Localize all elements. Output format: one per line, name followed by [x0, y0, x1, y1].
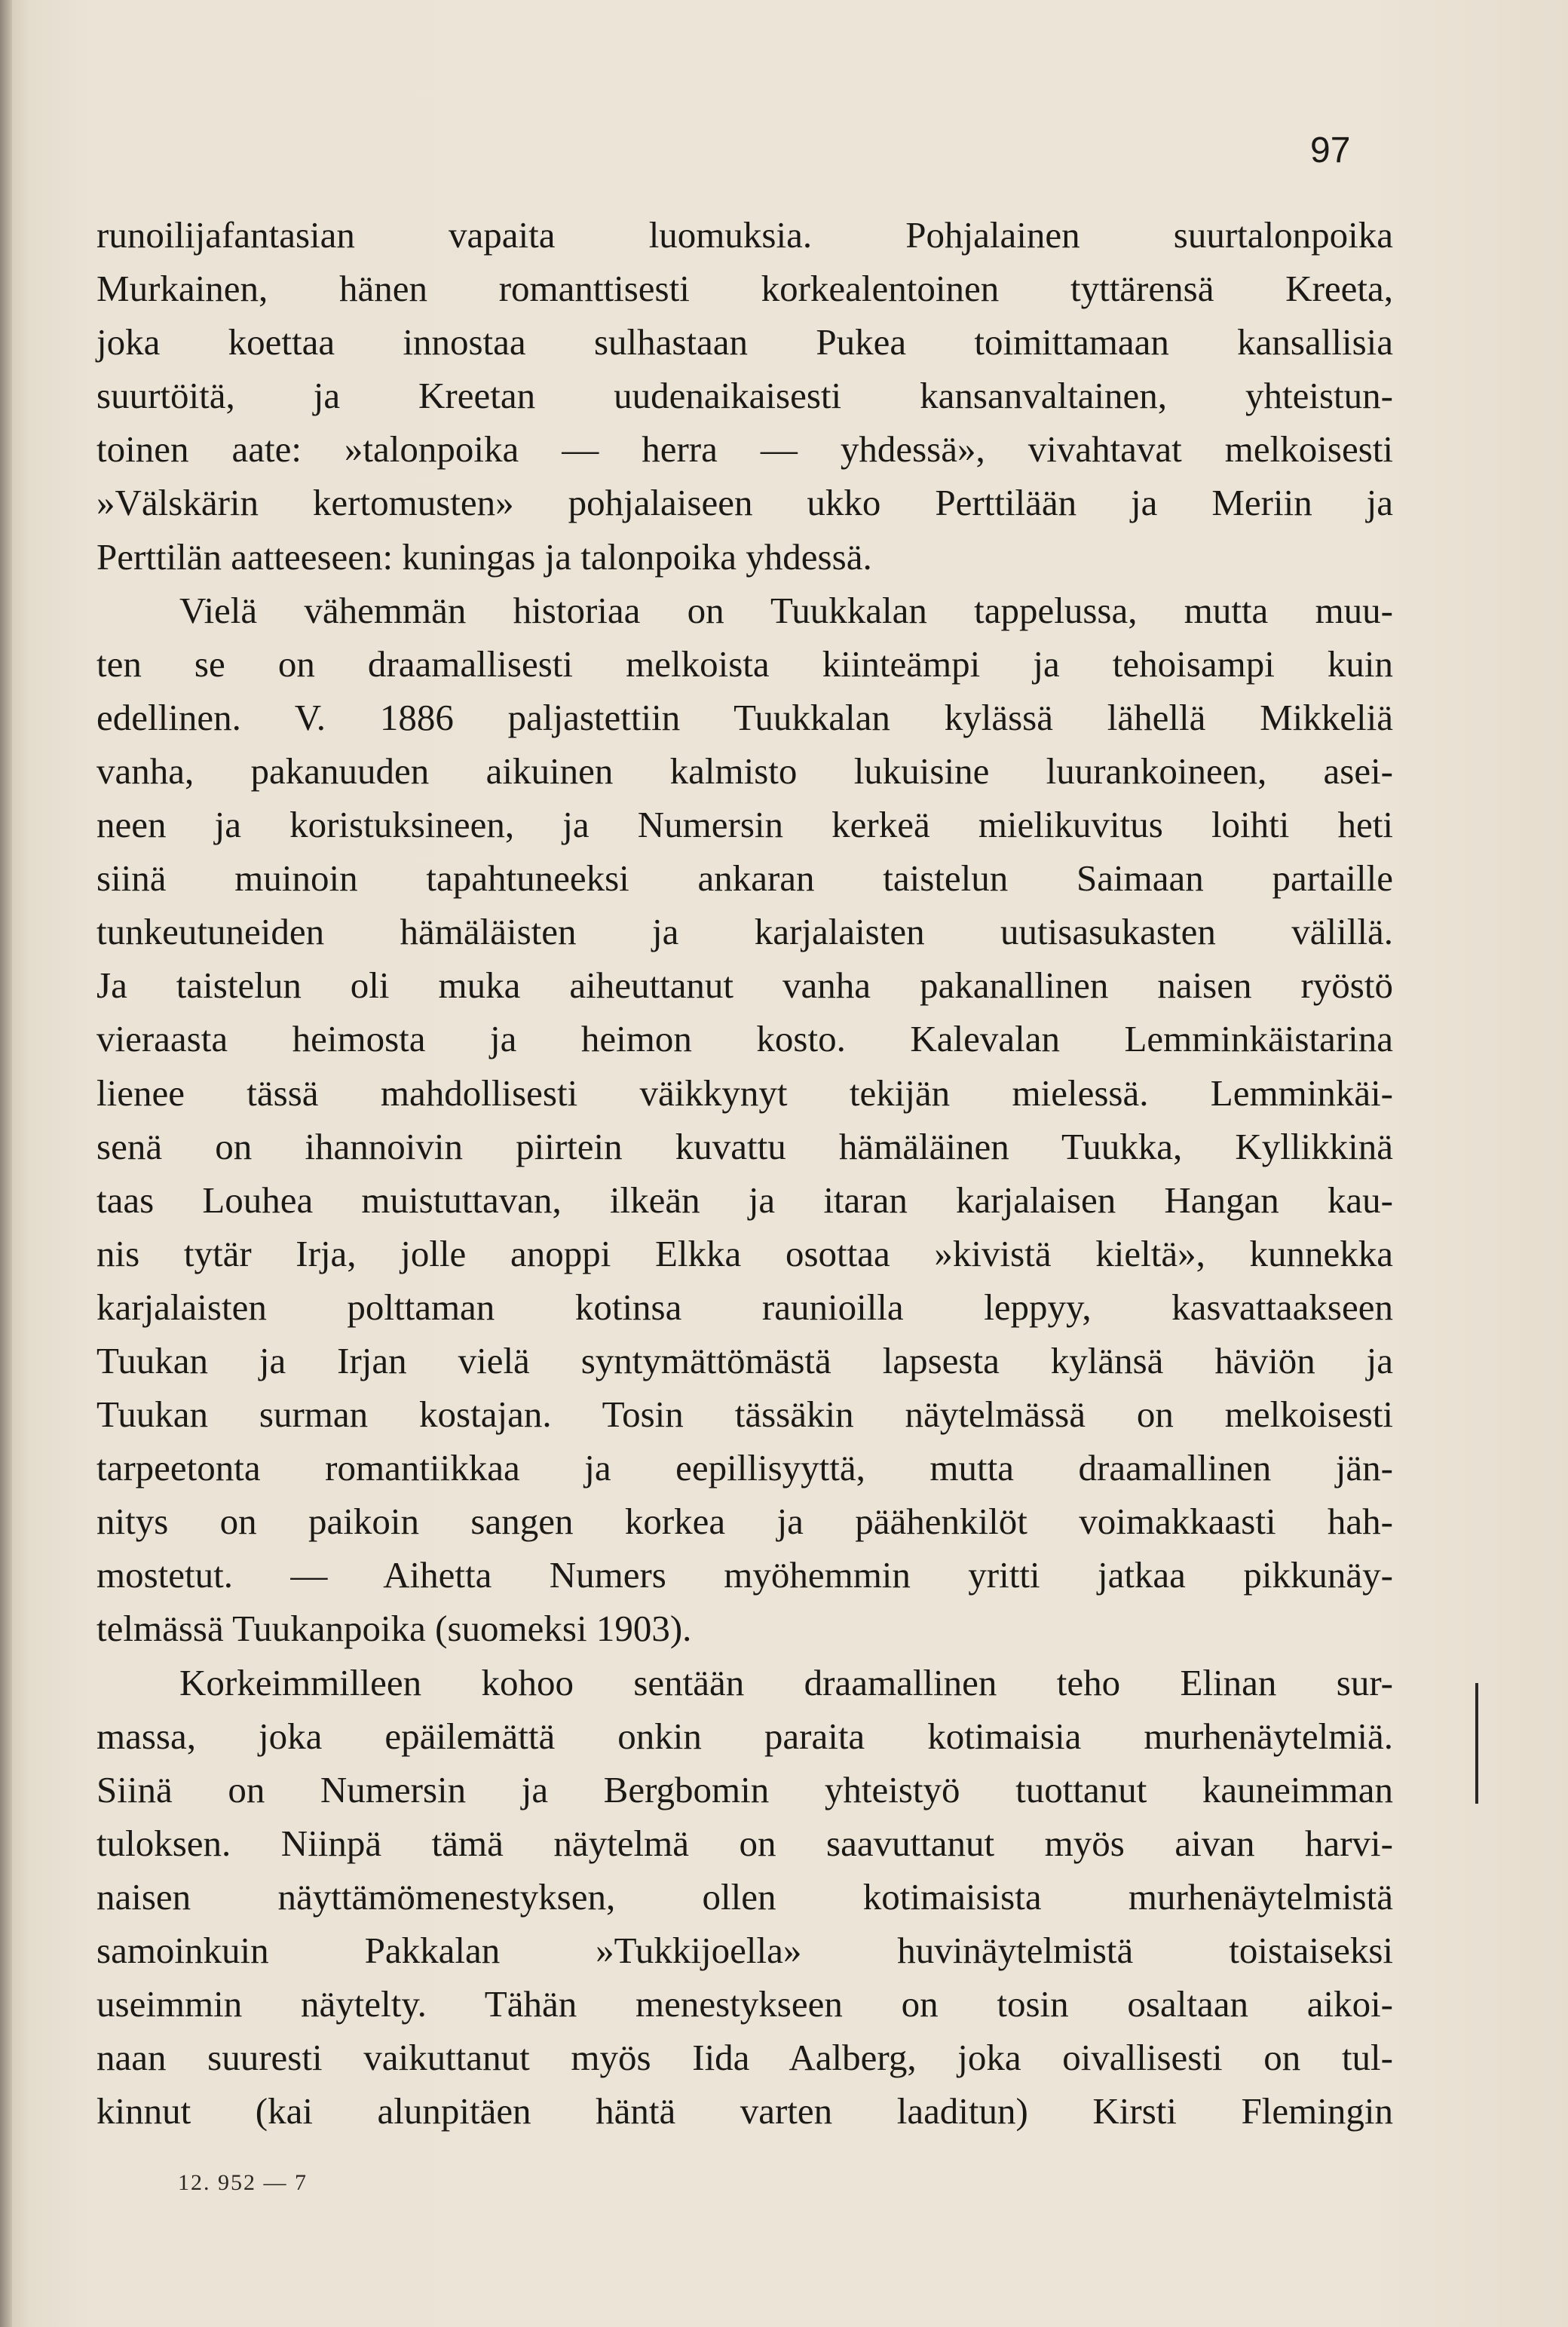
text-line: Perttilän aatteeseen: kuningas ja talonpoika yhdessä. — [96, 535, 872, 578]
text-line: »Välskärin kertomusten» pohjalaiseen ukko Perttilään ja Meriin ja — [96, 482, 1393, 524]
text-line: suurtöitä, ja Kreetan uudenaikaisesti kansanvaltainen, yhteistun- — [96, 375, 1393, 417]
text-line: vieraasta heimosta ja heimon kosto. Kalevalan Lemminkäistarina — [96, 1018, 1393, 1060]
text-line: senä on ihannoivin piirtein kuvattu hämäläinen Tuukka, Kyllikkinä — [96, 1125, 1393, 1167]
body-text — [96, 208, 1393, 2138]
page-number: 97 — [1310, 130, 1351, 170]
text-line: karjalaisten polttaman kotinsa raunioilla leppyy, kasvattaakseen — [96, 1286, 1393, 1328]
margin-pencil-mark — [1475, 1683, 1478, 1804]
text-line: Korkeimmilleen kohoo sentään draamallinen teho Elinan sur- — [179, 1661, 1393, 1703]
text-line: Ja taistelun oli muka aiheuttanut vanha pakanallinen naisen ryöstö — [96, 964, 1393, 1007]
printer-signature: 12. 952 — 7 — [178, 2170, 308, 2195]
text-line: mostetut. — Aihetta Numers myöhemmin yritti jatkaa pikkunäy- — [96, 1554, 1393, 1596]
text-line: runoilijafantasian vapaita luomuksia. Pohjalainen suurtalonpoika — [96, 214, 1393, 256]
text-line: Tuukan ja Irjan vielä syntymättömästä lapsesta kylänsä häviön ja — [96, 1339, 1393, 1381]
text-line: Tuukan surman kostajan. Tosin tässäkin näytelmässä on melkoisesti — [96, 1393, 1393, 1436]
text-line: telmässä Tuukanpoika (suomeksi 1903). — [96, 1608, 692, 1650]
text-line: toinen aate: »talonpoika — herra — yhdessä», vivahtavat melkoisesti — [96, 428, 1393, 471]
text-line: nitys on paikoin sangen korkea ja päähenkilöt voimakkaasti hah- — [96, 1501, 1393, 1543]
text-line: samoinkuin Pakkalan »Tukkijoella» huvinäytelmistä toistaiseksi — [96, 1930, 1393, 1971]
text-line: kinnut (kai alunpitäen häntä varten laaditun) Kirsti Flemingin — [96, 2090, 1393, 2132]
text-line: useimmin näytelty. Tähän menestykseen on tosin osaltaan aikoi- — [96, 1983, 1393, 2025]
text-line: nis tytär Irja, jolle anoppi Elkka osottaa »kivistä kieltä», kunnekka — [96, 1232, 1393, 1274]
text-line: massa, joka epäilemättä onkin paraita kotimaisia murhenäytelmiä. — [96, 1715, 1393, 1757]
text-line: tuloksen. Niinpä tämä näytelmä on saavuttanut myös aivan harvi- — [96, 1822, 1393, 1864]
text-line: Vielä vähemmän historiaa on Tuukkalan tappelussa, mutta muu- — [179, 589, 1393, 631]
text-line: taas Louhea muistuttavan, ilkeän ja itaran karjalaisen Hangan kau- — [96, 1179, 1393, 1221]
text-line: naisen näyttämömenestyksen, ollen kotimaisista murhenäytelmistä — [96, 1875, 1393, 1918]
text-line: Murkainen, hänen romanttisesti korkealentoinen tyttärensä Kreeta, — [96, 268, 1393, 310]
text-line: vanha, pakanuuden aikuinen kalmisto lukuisine luurankoineen, asei- — [96, 750, 1393, 792]
text-line: lienee tässä mahdollisesti väikkynyt tekijän mielessä. Lemminkäi- — [96, 1072, 1393, 1114]
text-line: tarpeetonta romantiikkaa ja eepillisyyttä, mutta draamallinen jän- — [96, 1447, 1393, 1489]
text-line: Siinä on Numersin ja Bergbomin yhteistyö tuottanut kauneimman — [96, 1768, 1393, 1810]
text-line: tunkeutuneiden hämäläisten ja karjalaisten uutisasukasten välillä. — [96, 911, 1393, 953]
text-line: ten se on draamallisesti melkoista kiinteämpi ja tehoisampi kuin — [96, 642, 1393, 685]
text-line: joka koettaa innostaa sulhastaan Pukea toimittamaan kansallisia — [96, 321, 1393, 363]
text-line: naan suuresti vaikuttanut myös Iida Aalberg, joka oivallisesti on tul- — [96, 2037, 1393, 2079]
text-line: neen ja koristuksineen, ja Numersin kerkeä mielikuvitus loihti heti — [96, 804, 1393, 846]
spine-shadow — [0, 0, 12, 2327]
text-line: siinä muinoin tapahtuneeksi ankaran taistelun Saimaan partaille — [96, 857, 1393, 900]
text-line: edellinen. V. 1886 paljastettiin Tuukkalan kylässä lähellä Mikkeliä — [96, 696, 1393, 738]
